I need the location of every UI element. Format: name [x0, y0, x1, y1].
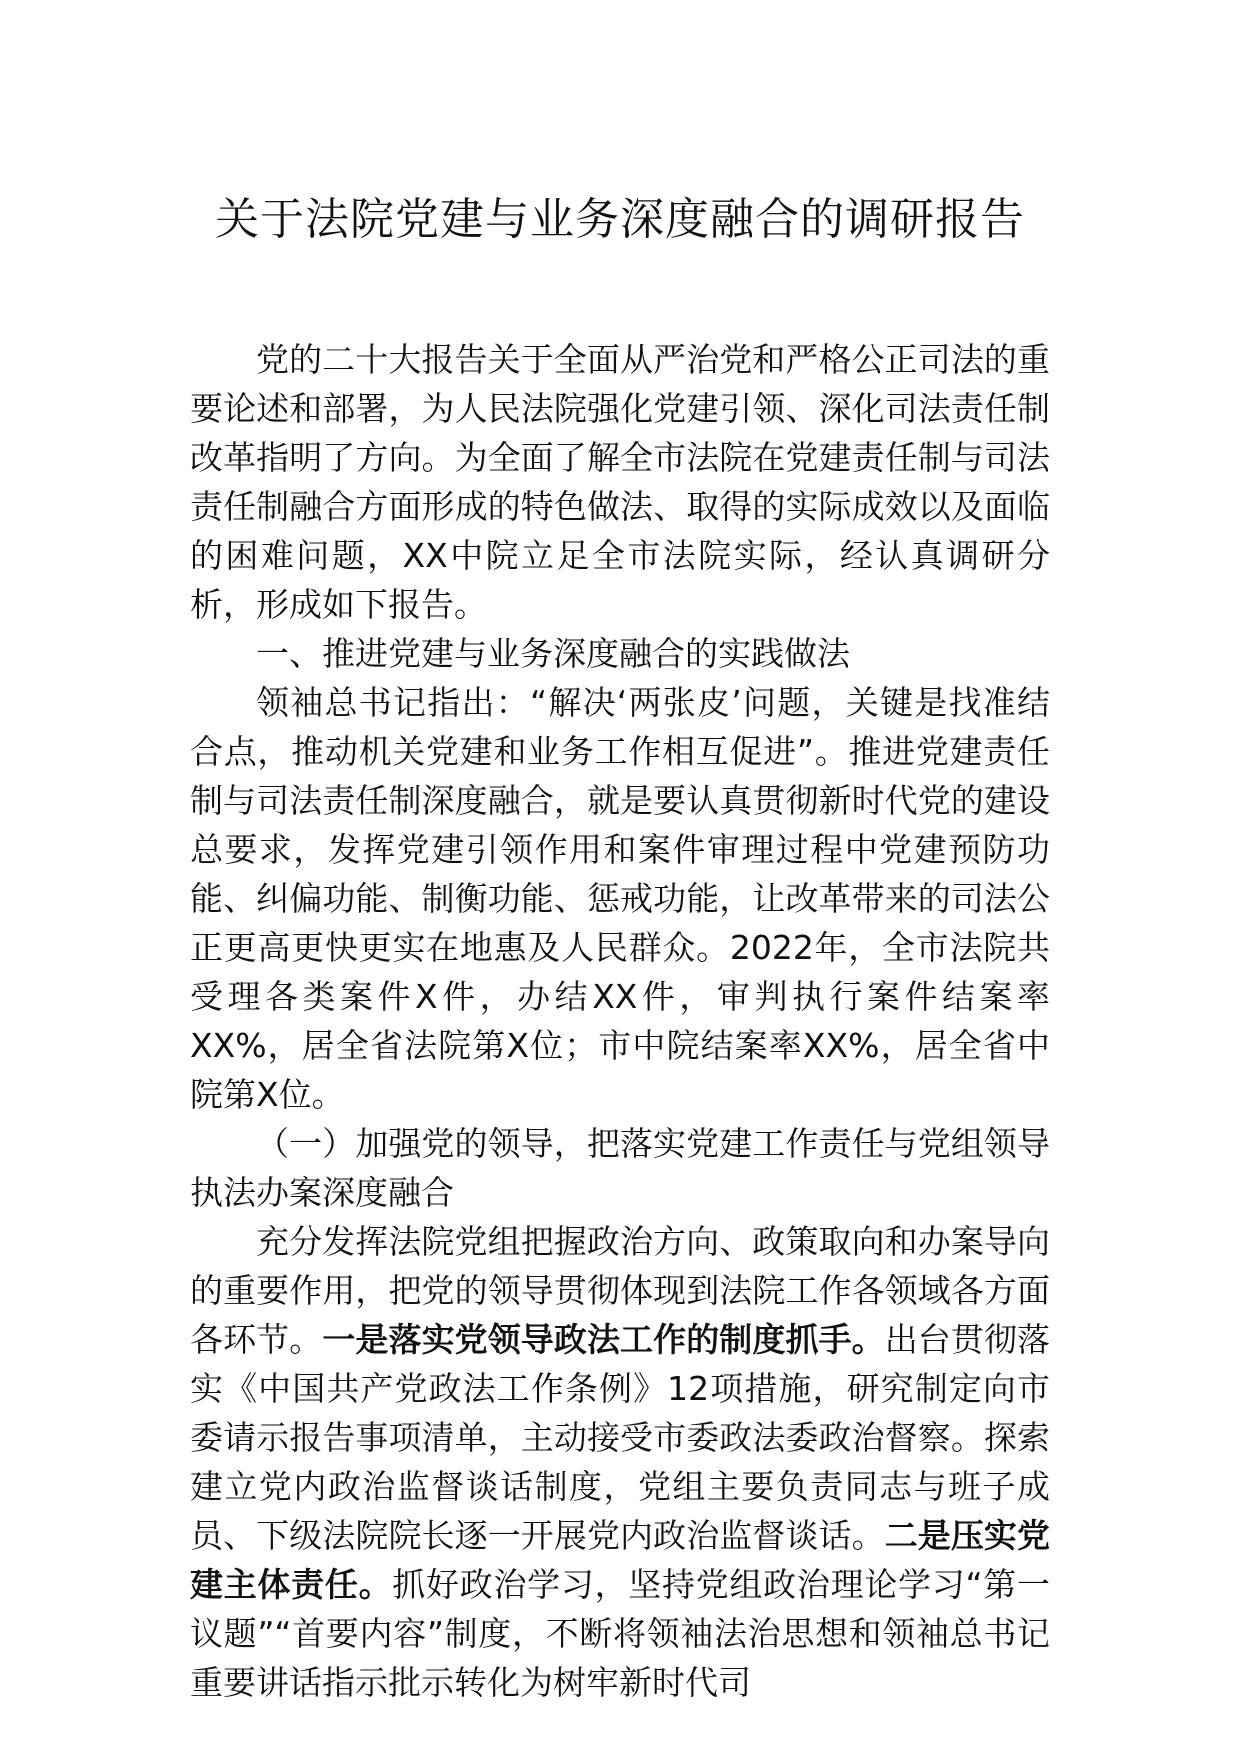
paragraph-text: 抓好政治学习，坚持党组政治理论学习“第一议题”“首要内容”制度，不断将领袖法治思想和领袖总书记重要讲话指示批示转化为树牢新时代司 — [190, 1565, 1050, 1702]
bold-point-1: 一是落实党领导政法工作的制度抓手。 — [322, 1320, 885, 1359]
paragraph-practice: 领袖总书记指出：“解决‘两张皮’问题，关键是找准结合点，推动机关党建和业务工作相互促进”。推进党建责任制与司法责任制深度融合，就是要认真贯彻新时代党的建设总要求，发挥党建引领作用和案件审理过程中党建预防功能、纠偏功能、制衡功能、惩戒功能，让改革带来的司法公正更高更快更实在地惠及人民群众。2022年，全市法院共受理各类案件X件，办结XX件，审判执行案件结案率XX%，居全省法院第X位；市中院结案率XX%，居全省中院第X位。 — [190, 683, 1050, 1114]
paragraph-leadership — [190, 1217, 1050, 1707]
section-heading-1: 一、推进党建与业务深度融合的实践做法 — [256, 634, 850, 673]
paragraph-text: 充分发挥法院党组把握政治方向、政策取向和办案导向的重要作用，把党的领导贯彻体现到法院工作各领域各方面各环节。 — [190, 1222, 1050, 1359]
document-body — [190, 335, 1050, 1707]
paragraph-intro: 党的二十大报告关于全面从严治党和严格公正司法的重要论述和部署，为人民法院强化党建引领、深化司法责任制改革指明了方向。为全面了解全市法院在党建责任制与司法责任制融合方面形成的特色做法、取得的实际成效以及面临的困难问题，XX中院立足全市法院实际，经认真调研分析，形成如下报告。 — [190, 340, 1050, 624]
bold-point-2: 二是压实党建主体责任。 — [190, 1516, 1051, 1604]
paragraph-text: 出台贯彻落实《中国共产党政法工作条例》12项措施，研究制定向市委请示报告事项清单，主动接受市委政法委政治督察。探索建立党内政治监督谈话制度，党组主要负责同志与班子成员、下级法院院长逐一开展党内政治监督谈话。 — [190, 1320, 1051, 1555]
page-title: 关于法院党建与业务深度融合的调研报告 — [215, 194, 1025, 245]
subsection-heading-1: （一）加强党的领导，把落实党建工作责任与党组领导执法办案深度融合 — [190, 1124, 1050, 1212]
